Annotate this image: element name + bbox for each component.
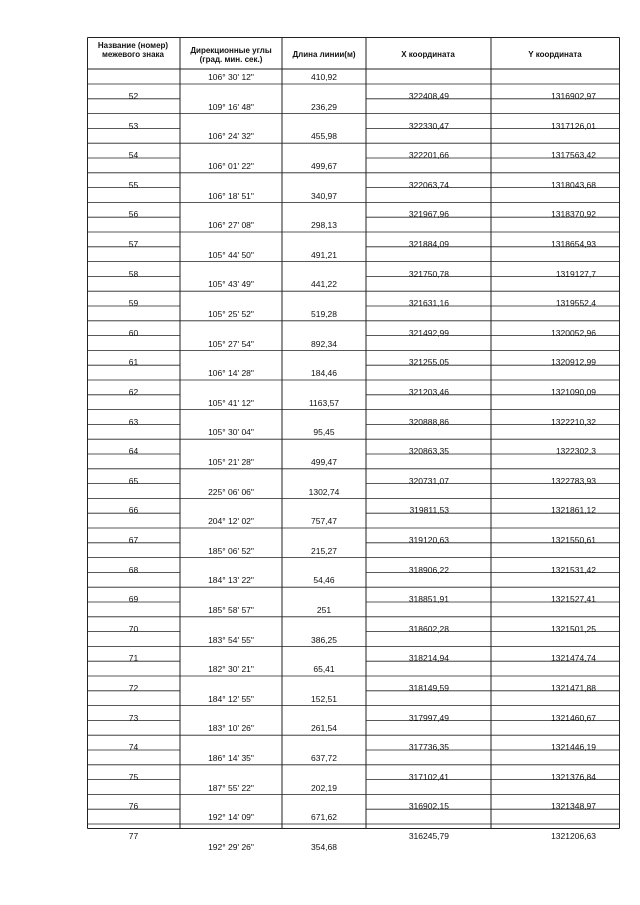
- segment-angle: 106° 27' 08": [208, 220, 254, 231]
- point-name: 59: [128, 298, 139, 309]
- segment-length: 386,25: [311, 634, 337, 645]
- y-coordinate: 1316902,97: [551, 91, 596, 101]
- y-coordinate: 1321501,25: [551, 623, 596, 634]
- segment-angle: 106° 30' 12": [208, 72, 254, 82]
- x-coordinate: 316245,79: [408, 831, 449, 841]
- x-coordinate: 319811,53: [409, 505, 449, 516]
- x-coordinate: 318851,91: [408, 594, 449, 605]
- segment-angle: 106° 24' 32": [208, 131, 254, 142]
- segment-length: 340,97: [311, 190, 337, 201]
- point-name: 75: [128, 771, 139, 782]
- y-coordinate: 1320052,96: [551, 327, 596, 338]
- x-coordinate: 321203,46: [408, 387, 449, 397]
- x-coordinate: 321967,96: [408, 209, 449, 220]
- segment-length: 441,22: [311, 279, 337, 290]
- y-coordinate: 1321474,74: [551, 653, 596, 664]
- x-coordinate: 317102,41: [408, 771, 449, 782]
- y-coordinate: 1320912,99: [551, 357, 596, 368]
- segment-length: 95,45: [313, 427, 335, 438]
- segment-angle: 105° 41' 12": [208, 397, 254, 408]
- segment-length: 354,68: [311, 841, 337, 852]
- y-coordinate: 1319127,7: [555, 268, 596, 279]
- point-name: 57: [128, 239, 139, 249]
- x-coordinate: 320863,35: [408, 446, 449, 457]
- point-name: 58: [128, 268, 139, 279]
- segment-angle: 106° 14' 28": [208, 368, 254, 379]
- y-coordinate: 1321531,42: [551, 564, 596, 575]
- x-coordinate: 321750,78: [408, 268, 449, 279]
- segment-length: 455,98: [311, 131, 337, 142]
- segment-angle: 192° 14' 09": [208, 812, 254, 823]
- x-coordinate: 318149,59: [408, 683, 449, 693]
- segment-angle: 105° 27' 54": [208, 338, 254, 349]
- x-coordinate: 321492,99: [408, 327, 449, 338]
- header-name: Название (номер) межевого знака: [97, 41, 169, 59]
- point-name: 74: [128, 742, 139, 753]
- point-name: 62: [128, 387, 139, 397]
- y-coordinate: 1318370,92: [551, 209, 596, 220]
- x-coordinate: 320731,07: [408, 475, 449, 486]
- point-name: 70: [128, 623, 139, 634]
- segment-angle: 184° 12' 55": [208, 693, 254, 704]
- point-name: 54: [128, 150, 139, 161]
- point-name: 56: [128, 209, 139, 220]
- segment-length: 1302,74: [308, 486, 340, 497]
- point-name: 67: [128, 535, 139, 545]
- x-coordinate: 322408,49: [408, 91, 449, 101]
- y-coordinate: 1317563,42: [551, 150, 596, 161]
- segment-length: 499,67: [311, 161, 337, 171]
- point-name: 72: [128, 683, 139, 693]
- segment-length: 491,21: [311, 249, 337, 260]
- coordinates-table: [87, 37, 620, 852]
- y-coordinate: 1318043,68: [551, 179, 596, 190]
- x-coordinate: 322330,47: [408, 120, 449, 131]
- point-name: 64: [128, 446, 139, 457]
- segment-angle: 105° 43' 49": [208, 279, 254, 290]
- point-name: 63: [128, 416, 139, 427]
- point-name: 53: [128, 120, 139, 131]
- x-coordinate: 317736,35: [408, 742, 449, 753]
- segment-angle: 106° 01' 22": [208, 161, 254, 171]
- segment-angle: 186° 14' 35": [208, 753, 254, 763]
- segment-length: 892,34: [311, 338, 337, 349]
- segment-length: 251: [316, 605, 332, 615]
- y-coordinate: 1321460,67: [551, 712, 596, 723]
- segment-angle: 184° 13' 22": [208, 575, 254, 586]
- segment-length: 519,28: [311, 309, 337, 319]
- segment-angle: 187° 55' 22": [208, 782, 254, 793]
- y-coordinate: 1318654,93: [551, 239, 596, 249]
- segment-angle: 105° 25' 52": [208, 309, 254, 319]
- segment-length: 1163,57: [308, 397, 340, 408]
- segment-angle: 106° 18' 51": [208, 190, 254, 201]
- point-name: 73: [128, 712, 139, 723]
- header-length: Длина линии(м): [292, 50, 356, 59]
- point-name: 68: [128, 564, 139, 575]
- y-coordinate: 1317126,01: [551, 120, 596, 131]
- y-coordinate: 1321550,61: [551, 535, 596, 545]
- segment-length: 410,92: [311, 72, 337, 82]
- point-name: 71: [128, 653, 139, 664]
- x-coordinate: 318214,94: [408, 653, 449, 664]
- segment-length: 202,19: [311, 782, 337, 793]
- segment-angle: 192° 29' 26": [208, 841, 254, 852]
- y-coordinate: 1321090,09: [551, 387, 596, 397]
- y-coordinate: 1321206,63: [551, 831, 596, 841]
- point-name: 76: [128, 801, 139, 812]
- segment-length: 215,27: [311, 545, 337, 556]
- x-coordinate: 320888,86: [408, 416, 449, 427]
- x-coordinate: 321631,16: [408, 298, 449, 309]
- x-coordinate: 322201,66: [408, 150, 449, 161]
- x-coordinate: 317997,49: [408, 712, 449, 723]
- segment-angle: 204° 12' 02": [208, 516, 254, 527]
- segment-length: 499,47: [311, 457, 337, 467]
- segment-length: 757,47: [311, 516, 337, 527]
- segment-angle: 105° 30' 04": [208, 427, 254, 438]
- header-angle: Дирекционные углы (град. мин. сек.): [190, 46, 272, 64]
- y-coordinate: 1321446,19: [551, 742, 596, 753]
- segment-angle: 185° 58' 57": [208, 605, 254, 615]
- y-coordinate: 1322783,93: [551, 475, 596, 486]
- x-coordinate: 319120,63: [408, 535, 449, 545]
- point-name: 65: [128, 475, 139, 486]
- segment-angle: 185° 06' 52": [208, 545, 254, 556]
- x-coordinate: 321255,05: [408, 357, 449, 368]
- segment-length: 671,62: [311, 812, 337, 823]
- x-coordinate: 316902,15: [408, 801, 449, 812]
- y-coordinate: 1321471,88: [551, 683, 596, 693]
- x-coordinate: 321884,09: [408, 239, 449, 249]
- header-x: X координата: [401, 50, 455, 59]
- segment-length: 637,72: [311, 753, 337, 763]
- point-name: 77: [128, 831, 139, 841]
- segment-angle: 109° 16' 48": [208, 101, 254, 112]
- y-coordinate: 1321348,97: [551, 801, 596, 812]
- segment-length: 261,54: [311, 723, 337, 734]
- point-name: 61: [128, 357, 139, 368]
- segment-length: 298,13: [311, 220, 337, 231]
- point-name: 66: [128, 505, 139, 516]
- segment-length: 236,29: [311, 101, 337, 112]
- segment-angle: 182° 30' 21": [208, 664, 254, 675]
- point-name: 69: [128, 594, 139, 605]
- y-coordinate: 1319552,4: [555, 298, 596, 309]
- segment-length: 54,46: [313, 575, 335, 586]
- y-coordinate: 1322210,32: [551, 416, 596, 427]
- segment-angle: 225° 06' 06": [208, 486, 254, 497]
- segment-angle: 183° 10' 26": [208, 723, 254, 734]
- x-coordinate: 318906,22: [408, 564, 449, 575]
- header-y: Y координата: [528, 50, 582, 59]
- point-name: 55: [128, 179, 139, 190]
- segment-length: 184,46: [311, 368, 337, 379]
- x-coordinate: 318602,28: [408, 623, 449, 634]
- x-coordinate: 322063,74: [408, 179, 449, 190]
- segment-angle: 105° 21' 28": [208, 457, 254, 467]
- segment-angle: 183° 54' 55": [208, 634, 254, 645]
- y-coordinate: 1321376,84: [551, 771, 596, 782]
- segment-length: 65,41: [313, 664, 335, 675]
- segment-length: 152,51: [311, 693, 337, 704]
- segment-angle: 105° 44' 50": [208, 249, 254, 260]
- y-coordinate: 1322302,3: [555, 446, 596, 457]
- y-coordinate: 1321527,41: [551, 594, 596, 605]
- y-coordinate: 1321861,12: [551, 505, 596, 516]
- point-name: 60: [128, 327, 139, 338]
- point-name: 52: [128, 91, 139, 101]
